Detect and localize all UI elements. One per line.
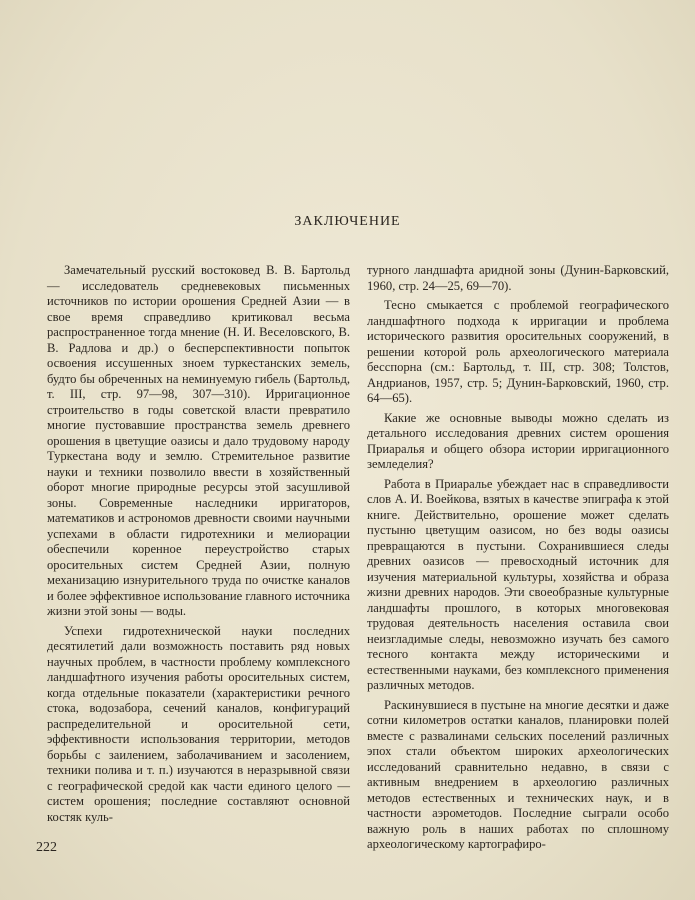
paragraph: Успехи гидротехнической науки последних десятилетий дали возможность поставить ряд новых научных проблем, в частности проблему комплексного ландшафтного изучения работы оросительных систем, когда отдельные показатели (характеристики речного стока, водозабора, сечений каналов, конфигураций распределительной и оросительной сети, эффективности использования территории, методов борьбы с заилением, заболачиванием и засолением, техники полива и т. п.) изучаются в неразрывной связи с географической средой как части единого целого — систем орошения; последние составляют основной костяк куль- xyxy=(47,623,350,824)
left-column xyxy=(47,263,350,825)
paragraph: Раскинувшиеся в пустыне на многие десятки и даже сотни километров остатки каналов, планировки полей вместе с развалинами сельских поселений различных эпох стали объектом широких археологических исследований сравнительно недавно, в связи с активным внедрением в археологию различных методов естественных и технических наук, и в частности аэрометодов. Последние сыграли особо важную роль в наших работах по сплошному археологическому картографиро- xyxy=(367,697,669,851)
paragraph: Тесно смыкается с проблемой географического ландшафтного подхода к ирригации и проблема исторического развития оросительных сооружений, в решении которой роль археологического материала бесспорна (см.: Бартольд, т. III, стр. 308; Толстов, Андрианов, 1957, стр. 5; Дунин-Барковский, 1960, стр. 64—65). xyxy=(367,298,669,405)
paragraph: Работа в Приаралье убеждает нас в справедливости слов А. И. Воейкова, взятых в качестве эпиграфа к этой книге. Действительно, орошение может сделать пустыню цветущим оазисом, но без воды оазисы превращаются в пустыни. Сохранившиеся следы древних оазисов — превосходный источник для изучения материальной культуры, хозяйства и образа жизни древних народов. Эти своеобразные культурные ландшафты прошлого, в которых многовековая трудовая деятельность населения оставила свои неизгладимые следы, невозможно изучать без самого тесного контакта между историческими и естественными науками, без комплексного применения различных методов. xyxy=(367,476,669,692)
chapter-title: ЗАКЛЮЧЕНИЕ xyxy=(294,214,401,229)
paragraph: Какие же основные выводы можно сделать из детального исследования древних систем орошения Приаралья и общего обзора истории ирригационного земледелия? xyxy=(367,410,669,471)
paragraph-continued: турного ландшафта аридной зоны (Дунин-Барковский, 1960, стр. 24—25, 69—70). xyxy=(367,263,669,293)
paragraph: Замечательный русский востоковед В. В. Бартольд — исследователь средневековых письменных источников по истории орошения Средней Азии — в свое время справедливо критиковал весьма распространенное тогда мнение (Н. И. Веселовского, В. В. Радлова и др.) о бесперспективности попыток освоения иссушенных зноем туркестанских земель, будто бы обреченных на неминуемую гибель (Бартольд, т. III, стр. 97—98, 307—310). Ирригационное строительство в годы советской власти превратило многие пустовавшие пространства земель древнего орошения в цветущие оазисы и дало трудовому народу Туркестана воду и землю. Стремительное развитие науки и техники позволило ввести в хозяйственный оборот многие природные ресурсы этой засушливой зоны. Современные наследники ирригаторов, математиков и астрономов древности своими научными успехами в области гидротехники и мелиорации обеспечили коренное переустройство старых оросительных систем Средней Азии, полную механизацию изнурительного труда по очистке каналов и более эффективное использование главного источника жизни этой зоны — воды. xyxy=(47,263,350,618)
right-column xyxy=(367,263,669,853)
page-number: 222 xyxy=(36,840,57,855)
